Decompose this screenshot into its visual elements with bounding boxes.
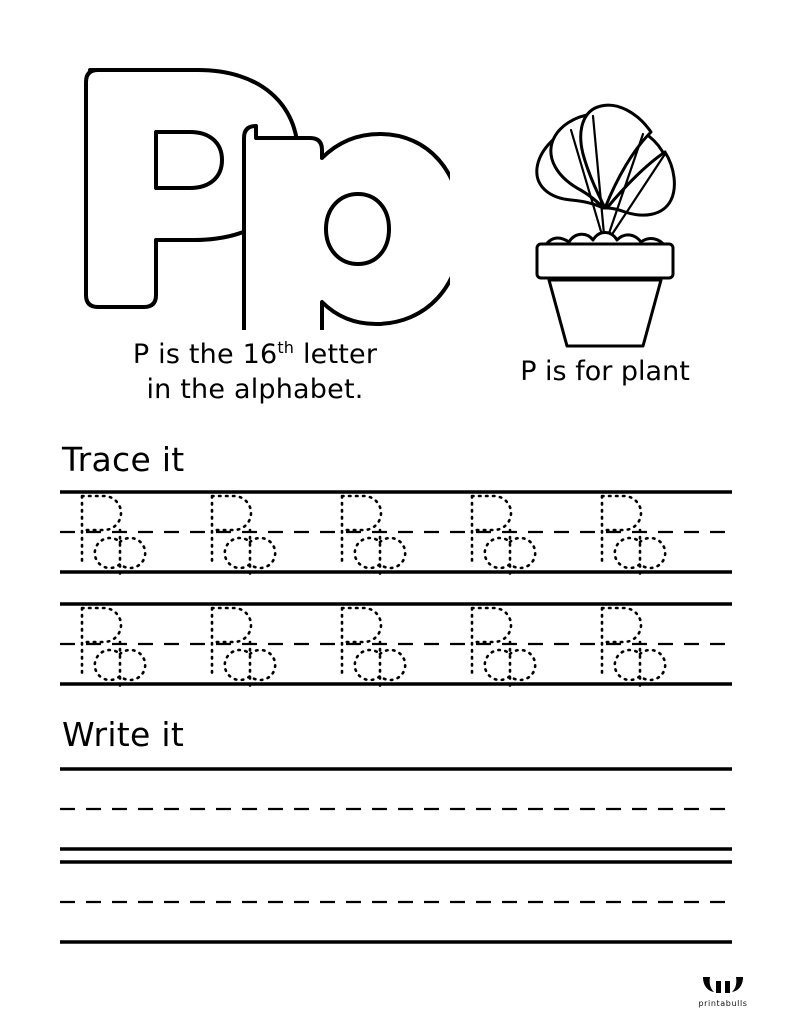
potted-plant-icon <box>475 40 735 350</box>
letter-fact-line2: in the alphabet. <box>146 373 364 405</box>
trace-row-2 <box>60 600 732 690</box>
top-section <box>0 30 791 410</box>
write-row-2[interactable] <box>60 858 732 948</box>
letter-outline-pp-icon <box>60 40 450 330</box>
trace-section-heading: Trace it <box>62 440 185 479</box>
footer-logo <box>689 975 757 1008</box>
letter-display-block <box>60 40 450 407</box>
letter-fact-text <box>60 338 450 407</box>
picture-block <box>455 40 755 387</box>
letter-fact-line1-prefix: P is the 16 <box>132 339 278 370</box>
write-row-1[interactable] <box>60 765 732 855</box>
letter-fact-ordinal: th <box>277 338 295 357</box>
bull-horns-icon <box>689 975 757 997</box>
letter-fact-line1-suffix: letter <box>294 339 378 370</box>
brand-name: printabulls <box>698 999 748 1008</box>
trace-row-1 <box>60 488 732 578</box>
picture-caption: P is for plant <box>520 356 690 387</box>
write-section-heading: Write it <box>62 715 185 754</box>
